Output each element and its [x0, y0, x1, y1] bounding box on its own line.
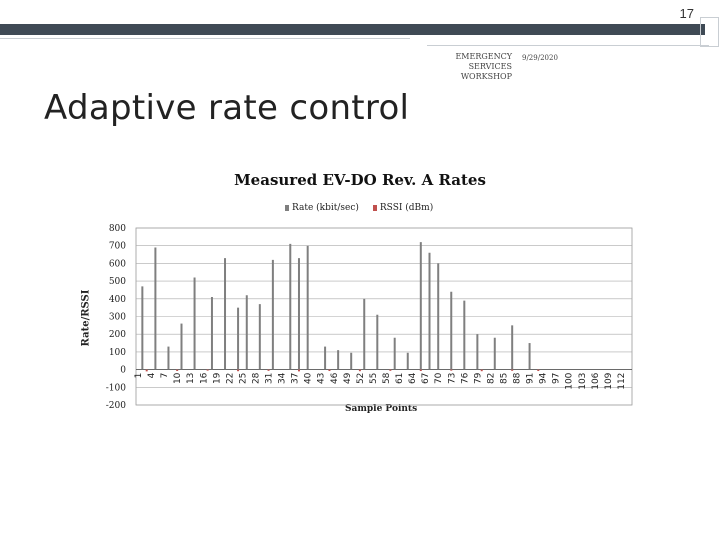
x-tick-label: 7	[160, 372, 171, 379]
y-tick-label: 400	[108, 294, 126, 305]
y-tick-label: 700	[108, 241, 126, 252]
x-tick-label: 52	[355, 372, 366, 385]
y-tick-label: 600	[108, 259, 126, 270]
x-tick-label: 58	[382, 372, 392, 385]
slide-title: Adaptive rate control	[44, 88, 410, 128]
x-tick-label: 91	[525, 372, 536, 385]
chart-title: Measured EV-DO Rev. A Rates	[234, 171, 486, 189]
y-tick-label: 800	[108, 224, 126, 234]
x-tick-label: 88	[512, 372, 523, 385]
x-tick-label: 40	[303, 372, 314, 385]
x-tick-label: 106	[590, 372, 601, 390]
x-tick-label: 49	[342, 372, 353, 385]
x-tick-label: 94	[538, 372, 549, 385]
legend-label-rssi: RSSI (dBm)	[379, 203, 434, 213]
x-tick-label: 1	[134, 372, 144, 379]
x-tick-label: 61	[395, 372, 406, 385]
x-tick-label: 10	[173, 372, 184, 385]
x-tick-label: 109	[603, 372, 614, 390]
y-tick-label: 300	[108, 312, 126, 323]
x-axis-label: Sample Points	[345, 404, 418, 414]
header-workshop: EMERGENCY SERVICES WORKSHOP	[455, 52, 512, 81]
x-tick-label: 46	[329, 372, 340, 385]
y-tick-label: 500	[108, 277, 126, 288]
x-tick-label: 34	[277, 372, 288, 385]
y-tick-label: 200	[108, 330, 126, 341]
x-tick-label: 76	[460, 372, 471, 385]
x-tick-label: 112	[616, 372, 627, 390]
x-tick-label: 4	[147, 372, 158, 379]
y-axis-label: Rate/RSSI	[80, 289, 92, 347]
x-tick-label: 97	[551, 372, 562, 385]
x-tick-label: 70	[434, 372, 445, 385]
x-tick-label: 25	[238, 372, 249, 385]
x-tick-label: 79	[473, 372, 484, 385]
legend-label-rate: Rate (kbit/sec)	[292, 203, 359, 213]
y-tick-label: 0	[120, 365, 126, 376]
x-tick-label: 82	[486, 372, 497, 385]
header-date: 9/29/2020	[522, 54, 558, 62]
y-tick-label: -200	[105, 401, 126, 411]
page-number: 17	[679, 6, 694, 21]
x-tick-label: 64	[408, 372, 419, 385]
x-tick-label: 100	[564, 372, 575, 390]
x-tick-label: 73	[447, 372, 458, 385]
x-tick-label: 13	[186, 372, 197, 385]
x-tick-label: 43	[316, 372, 327, 385]
x-tick-label: 37	[290, 372, 301, 385]
y-tick-label: -100	[105, 383, 126, 394]
y-tick-label: 100	[108, 347, 126, 358]
x-tick-label: 28	[251, 372, 262, 385]
x-tick-label: 16	[199, 372, 210, 385]
x-tick-label: 19	[212, 372, 223, 385]
x-tick-label: 85	[499, 372, 510, 385]
x-tick-label: 103	[577, 372, 588, 390]
x-tick-label: 55	[368, 372, 379, 385]
x-tick-label: 67	[421, 372, 432, 385]
x-tick-label: 22	[225, 372, 236, 385]
x-tick-label: 31	[264, 372, 275, 385]
